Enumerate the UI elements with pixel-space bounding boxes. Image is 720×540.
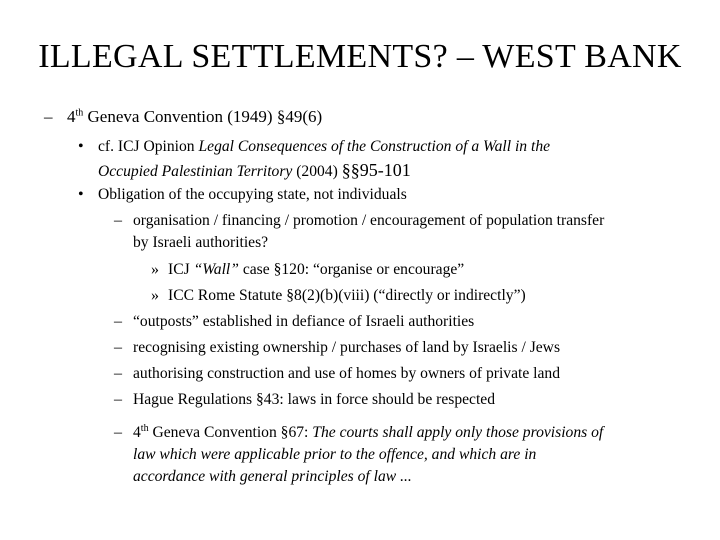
bullet-marker: • xyxy=(78,186,84,203)
sub-geneva-67-quote-part1: The courts shall apply only those provisions of xyxy=(312,424,604,441)
raquo-marker: » xyxy=(151,287,159,304)
item-geneva-49-number: 4 xyxy=(67,107,76,126)
sub-recognising-ownership: recognising existing ownership / purchases of land by Israelis / Jews xyxy=(133,339,561,356)
item-geneva-49 xyxy=(67,107,322,127)
bullet-icj-opinion-paragraphs: §§95-101 xyxy=(341,160,411,180)
sub-organisation-line1: organisation / financing / promotion / encouragement of population transfer xyxy=(133,212,605,229)
raquo-icj-wall-italic: “Wall” xyxy=(193,261,239,278)
sub-geneva-67-ordinal: th xyxy=(140,422,149,434)
raquo-icj-wall-prefix: ICJ xyxy=(168,261,194,278)
bullet-icj-opinion-year: (2004) xyxy=(292,163,342,180)
slide-title: ILLEGAL SETTLEMENTS? – WEST BANK xyxy=(38,38,682,75)
dash-marker: – xyxy=(44,107,53,126)
bullet-icj-opinion-line1 xyxy=(98,138,550,156)
bullet-icj-opinion-line2 xyxy=(98,160,411,181)
dash-marker: – xyxy=(114,339,122,356)
bullet-obligation: Obligation of the occupying state, not individuals xyxy=(98,186,407,203)
bullet-icj-opinion-prefix: cf. ICJ Opinion xyxy=(98,138,199,155)
dash-marker: – xyxy=(114,313,122,330)
bullet-icj-opinion-title-part1: Legal Consequences of the Construction of a Wall in the xyxy=(198,138,551,155)
dash-marker: – xyxy=(114,391,122,408)
raquo-marker: » xyxy=(151,261,159,278)
sub-geneva-67-line1 xyxy=(133,424,603,442)
sub-geneva-67-quote-part2: law which were applicable prior to the offence, and which are in xyxy=(133,446,537,463)
dash-marker: – xyxy=(114,424,122,441)
sub-geneva-67-label: Geneva Convention §67: xyxy=(148,424,313,441)
bullet-marker: • xyxy=(78,138,84,155)
sub-hague-regulations: Hague Regulations §43: laws in force should be respected xyxy=(133,391,496,408)
raquo-icj-wall xyxy=(168,261,464,279)
sub-geneva-67-line3 xyxy=(133,468,412,486)
sub-geneva-67-number: 4 xyxy=(133,424,141,441)
sub-organisation-line2: by Israeli authorities? xyxy=(133,234,269,251)
raquo-icj-wall-suffix: case §120: “organise or encourage” xyxy=(238,261,465,278)
sub-geneva-67-quote-part3: accordance with general principles of law ... xyxy=(133,468,412,485)
item-geneva-49-ordinal: th xyxy=(75,107,84,119)
sub-authorising-construction: authorising construction and use of homes by owners of private land xyxy=(133,365,561,382)
item-geneva-49-text: Geneva Convention (1949) §49(6) xyxy=(83,107,323,126)
dash-marker: – xyxy=(114,212,122,229)
sub-geneva-67-line2 xyxy=(133,446,536,464)
sub-outposts: “outposts” established in defiance of Israeli authorities xyxy=(133,313,475,330)
dash-marker: – xyxy=(114,365,122,382)
bullet-icj-opinion-title-part2: Occupied Palestinian Territory xyxy=(98,163,293,180)
raquo-icc-rome-statute: ICC Rome Statute §8(2)(b)(viii) (“directly or indirectly”) xyxy=(168,287,526,304)
